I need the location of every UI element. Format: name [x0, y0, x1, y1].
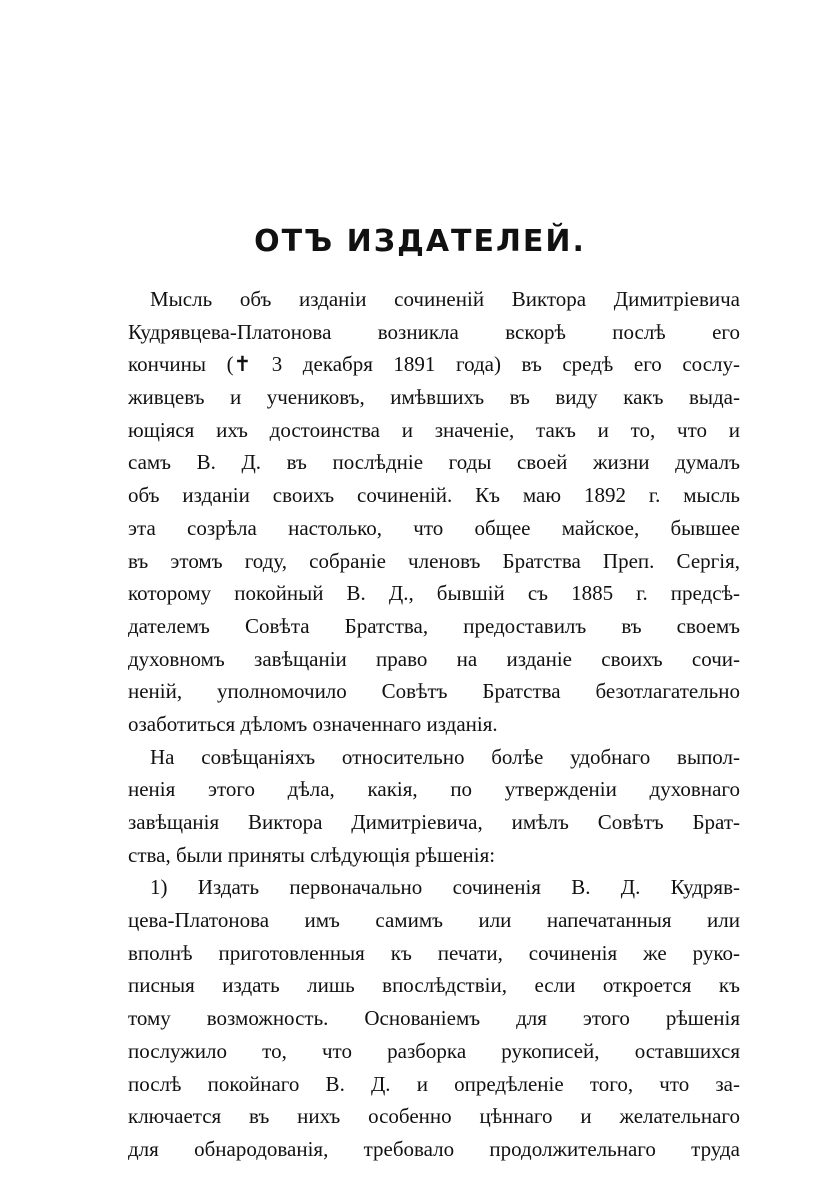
text-line: цева-Платонова имъ самимъ или напечатанныя или	[128, 908, 740, 933]
text-line: послужило то, что разборка рукописей, оставшихся	[128, 1038, 740, 1063]
text-line: Кудрявцева-Платонова возникла вскорѣ послѣ его	[128, 319, 740, 344]
text-line: объ изданіи своихъ сочиненій. Къ маю 1892 г. мысль	[128, 483, 740, 508]
text-line: 1) Издать первоначально сочиненія В. Д. Кудряв-	[150, 875, 740, 900]
text-line: которому покойный В. Д., бывшій съ 1885 г. предсѣ-	[128, 581, 740, 606]
page-body	[128, 283, 740, 1166]
text-line: ключается въ нихъ особенно цѣннаго и желательнаго	[128, 1104, 740, 1129]
text-line: неній, уполномочило Совѣтъ Братства безотлагательно	[128, 679, 740, 704]
text-line: послѣ покойнаго В. Д. и опредѣленіе того, что за-	[128, 1071, 740, 1096]
text-line: для обнародованія, требовало продолжительнаго труда	[128, 1136, 740, 1161]
text-line: въ этомъ году, собраніе членовъ Братства Преп. Сергія,	[128, 548, 740, 573]
paragraph	[128, 871, 740, 1165]
text-line: вполнѣ приготовленныя къ печати, сочиненія же руко-	[128, 940, 740, 965]
text-line: эта созрѣла настолько, что общее майское, бывшее	[128, 515, 740, 540]
text-line: дателемъ Совѣта Братства, предоставилъ въ своемъ	[128, 613, 740, 638]
text-line: ства, были приняты слѣдующія рѣшенія:	[128, 842, 496, 867]
text-line: На совѣщаніяхъ относительно болѣе удобнаго выпол-	[150, 744, 740, 769]
text-line: ненія этого дѣла, какія, по утвержденіи духовнаго	[128, 777, 740, 802]
paragraph	[128, 741, 740, 872]
text-line: Мысль объ изданіи сочиненій Виктора Димитріевича	[150, 287, 740, 311]
text-line: завѣщанія Виктора Димитріевича, имѣлъ Совѣтъ Брат-	[128, 810, 740, 834]
text-line: духовномъ завѣщаніи право на изданіе своихъ сочи-	[128, 646, 740, 671]
paragraph	[128, 283, 740, 741]
page-title: ОТЪ ИЗДАТЕЛЕЙ.	[254, 224, 586, 259]
text-line: ющіяся ихъ достоинства и значеніе, такъ и то, что и	[128, 417, 740, 442]
text-line: живцевъ и учениковъ, имѣвшихъ въ виду какъ выда-	[128, 385, 740, 410]
text-line: озаботиться дѣломъ означеннаго изданія.	[128, 711, 498, 736]
text-line: самъ В. Д. въ послѣдніе годы своей жизни думалъ	[128, 450, 740, 475]
text-line: писныя издать лишь впослѣдствіи, если откроется къ	[128, 973, 740, 998]
text-line: кончины (✝ 3 декабря 1891 года) въ средѣ его сослу-	[128, 352, 740, 377]
text-line: тому возможность. Основаніемъ для этого рѣшенія	[128, 1006, 740, 1031]
